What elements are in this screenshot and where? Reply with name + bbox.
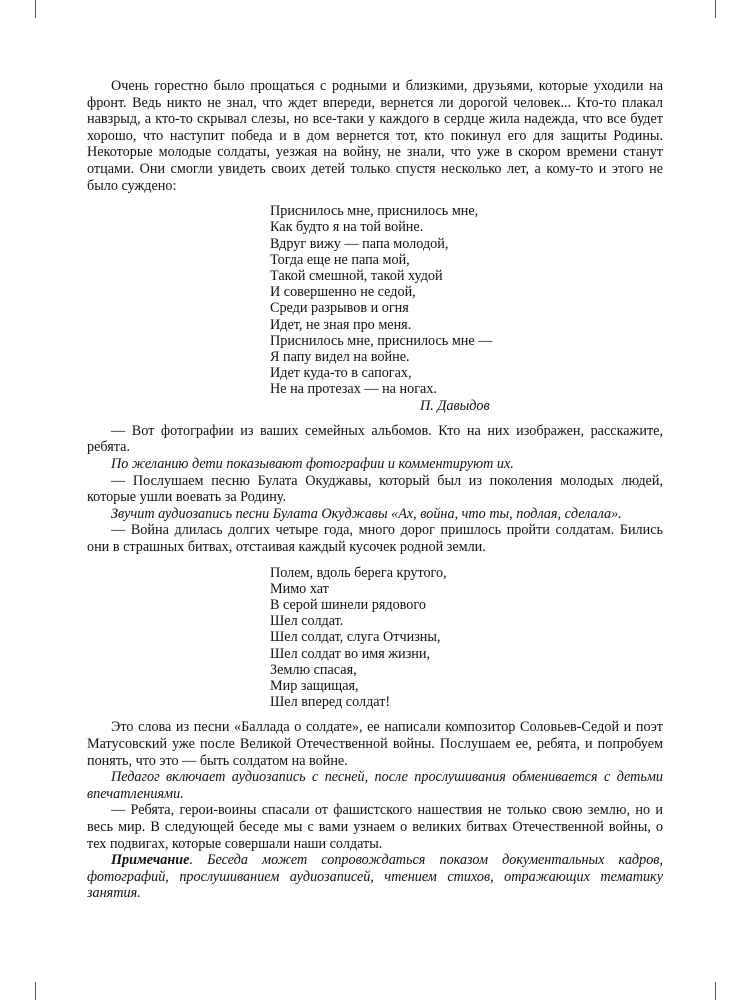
poem-line: В серой шинели рядового: [270, 596, 426, 613]
poem-line: Шел солдат, слуга Отчизны,: [270, 629, 441, 646]
heroes-paragraph: — Ребята, герои-воины спасали от фашистского нашествия не только свою землю, но и весь мир. В следующей беседе мы с вами узнаем о великих битвах Отечественной войны, о тех подвигах, которые совершали наши солдаты.: [87, 802, 663, 852]
poem-line: Такой смешной, такой худой: [270, 267, 443, 284]
war-paragraph: — Война длилась долгих четыре года, много дорог пришлось пройти солдатам. Бились они в страшных битвах, отстаивая каждый кусочек родной земли.: [87, 522, 663, 555]
note-paragraph: [87, 852, 663, 902]
poem-line: Землю спасая,: [270, 661, 357, 678]
note-text: . Беседа может сопровождаться показом документальных кадров, фотографий, прослушиванием аудиозаписей, чтением стихов, отражающих тематику занятия.: [87, 852, 663, 902]
stage-direction-song: Звучит аудиозапись песни Булата Окуджавы «Ах, война, что ты, подлая, сделала».: [111, 505, 622, 522]
crop-mark-top-right: [715, 0, 716, 18]
poem-line: Как будто я на той войне.: [270, 219, 424, 236]
poem-line: И совершенно не седой,: [270, 284, 416, 301]
poem-ballad: [270, 565, 663, 711]
page-body: [87, 78, 663, 902]
poem-line: Шел солдат.: [270, 613, 344, 630]
poem-davydov: [270, 203, 663, 414]
poem-line: Приснилось мне, приснилось мне —: [270, 332, 493, 349]
crop-mark-bottom-right: [715, 982, 716, 1000]
stage-direction-photos: По желанию дети показывают фотографии и комментируют их.: [111, 455, 514, 472]
poem-line: Приснилось мне, приснилось мне,: [270, 203, 479, 220]
poem-line: Тогда еще не папа мой,: [270, 251, 410, 268]
stage-direction-audio: Педагог включает аудиозапись с песней, после прослушивания обменивается с детьми впечатлениями.: [87, 769, 663, 802]
poem-author: П. Давыдов: [420, 397, 490, 414]
poem-line: Шел солдат во имя жизни,: [270, 645, 431, 662]
poem-line: Шел вперед солдат!: [270, 694, 391, 711]
poem-line: Полем, вдоль берега крутого,: [270, 564, 447, 581]
poem-line: Идет куда-то в сапогах,: [270, 365, 412, 382]
poem-line: Мир защищая,: [270, 677, 359, 694]
poem-line: Идет, не зная про меня.: [270, 316, 412, 333]
poem-line: Среди разрывов и огня: [270, 300, 409, 317]
poem-line: Мимо хат: [270, 580, 329, 597]
ballad-paragraph: Это слова из песни «Баллада о солдате», ее написали композитор Соловьев-Седой и поэт Матусовский уже после Великой Отечественной войны. Послушаем ее, ребята, и попробуем понять, что это — быть солдатом на войне.: [87, 719, 663, 769]
photos-paragraph: — Вот фотографии из ваших семейных альбомов. Кто на них изображен, расскажите, ребята.: [87, 422, 663, 456]
crop-mark-bottom-left: [35, 982, 36, 1000]
intro-paragraph: Очень горестно было прощаться с родными и близкими, друзьями, которые уходили на фронт. Ведь никто не знал, что ждет впереди, вернется ли дорогой человек... Кто-то плакал навзрыд, а кто-то скрывал слезы, но все-таки у каждого в сердце жила надежда, что все будет хорошо, что наступит победа и в дом вернется тот, кто покинул его для защиты Родины. Некоторые молодые солдаты, уезжая на войну, не знали, что уже в скором времени станут отцами. Они смогли увидеть своих детей только спустя несколько лет, а кому-то и этого не было суждено:: [87, 78, 663, 194]
poem-line: Я папу видел на войне.: [270, 348, 410, 365]
okudzhava-paragraph: — Послушаем песню Булата Окуджавы, который был из поколения молодых людей, которые ушли воевать за Родину.: [87, 472, 663, 506]
note-label: Примечание: [111, 852, 190, 869]
crop-mark-top-left: [35, 0, 36, 18]
poem-line: Не на протезах — на ногах.: [270, 381, 437, 398]
poem-line: Вдруг вижу — папа молодой,: [270, 235, 449, 252]
